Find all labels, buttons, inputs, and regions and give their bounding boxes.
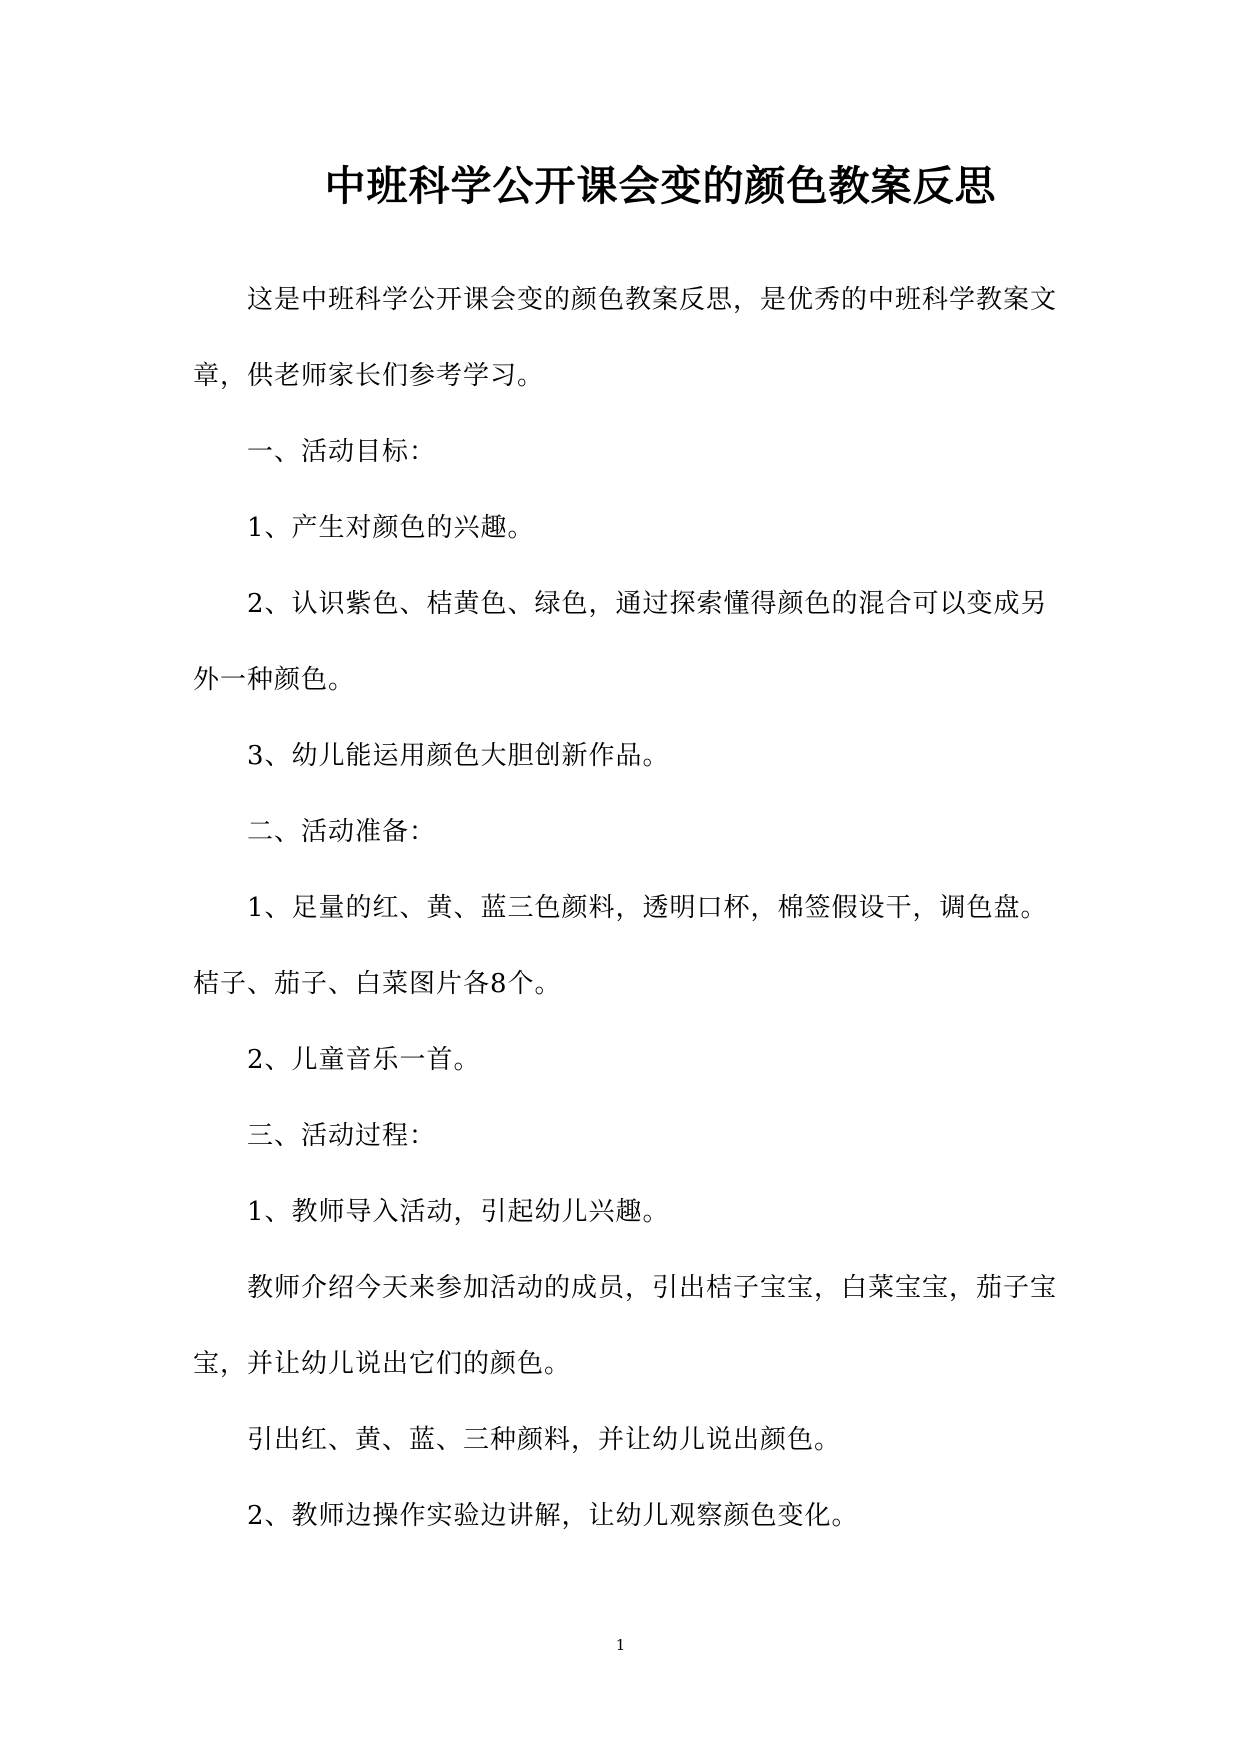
heading-activity-goals: 一、活动目标： — [247, 437, 437, 467]
paragraph: 引出红、黄、蓝、三种颜料，并让幼儿说出颜色。 — [247, 1425, 842, 1455]
list-item: 2、教师边操作实验边讲解，让幼儿观察颜色变化。 — [247, 1501, 859, 1531]
list-item: 1、足量的红、黄、蓝三色颜料，透明口杯，棉签假设干，调色盘。桔子、茄子、白菜图片各8个。 — [193, 893, 1048, 999]
page-number: 1 — [615, 1636, 626, 1654]
list-item: 2、儿童音乐一首。 — [247, 1045, 481, 1075]
list-item: 2、认识紫色、桔黄色、绿色，通过探索懂得颜色的混合可以变成另外一种颜色。 — [193, 589, 1048, 695]
list-item: 1、产生对颜色的兴趣。 — [247, 513, 535, 543]
paragraph: 教师介绍今天来参加活动的成员，引出桔子宝宝，白菜宝宝，茄子宝宝，并让幼儿说出它们的颜色。 — [193, 1273, 1058, 1379]
paragraph-intro: 这是中班科学公开课会变的颜色教案反思，是优秀的中班科学教案文章，供老师家长们参考学习。 — [193, 285, 1058, 391]
document-title: 中班科学公开课会变的颜色教案反思 — [324, 162, 997, 210]
document-body — [193, 262, 1063, 1554]
list-item: 1、教师导入活动，引起幼儿兴趣。 — [247, 1197, 670, 1227]
heading-activity-preparation: 二、活动准备： — [247, 817, 437, 847]
heading-activity-process: 三、活动过程： — [247, 1121, 437, 1151]
list-item: 3、幼儿能运用颜色大胆创新作品。 — [247, 741, 670, 771]
